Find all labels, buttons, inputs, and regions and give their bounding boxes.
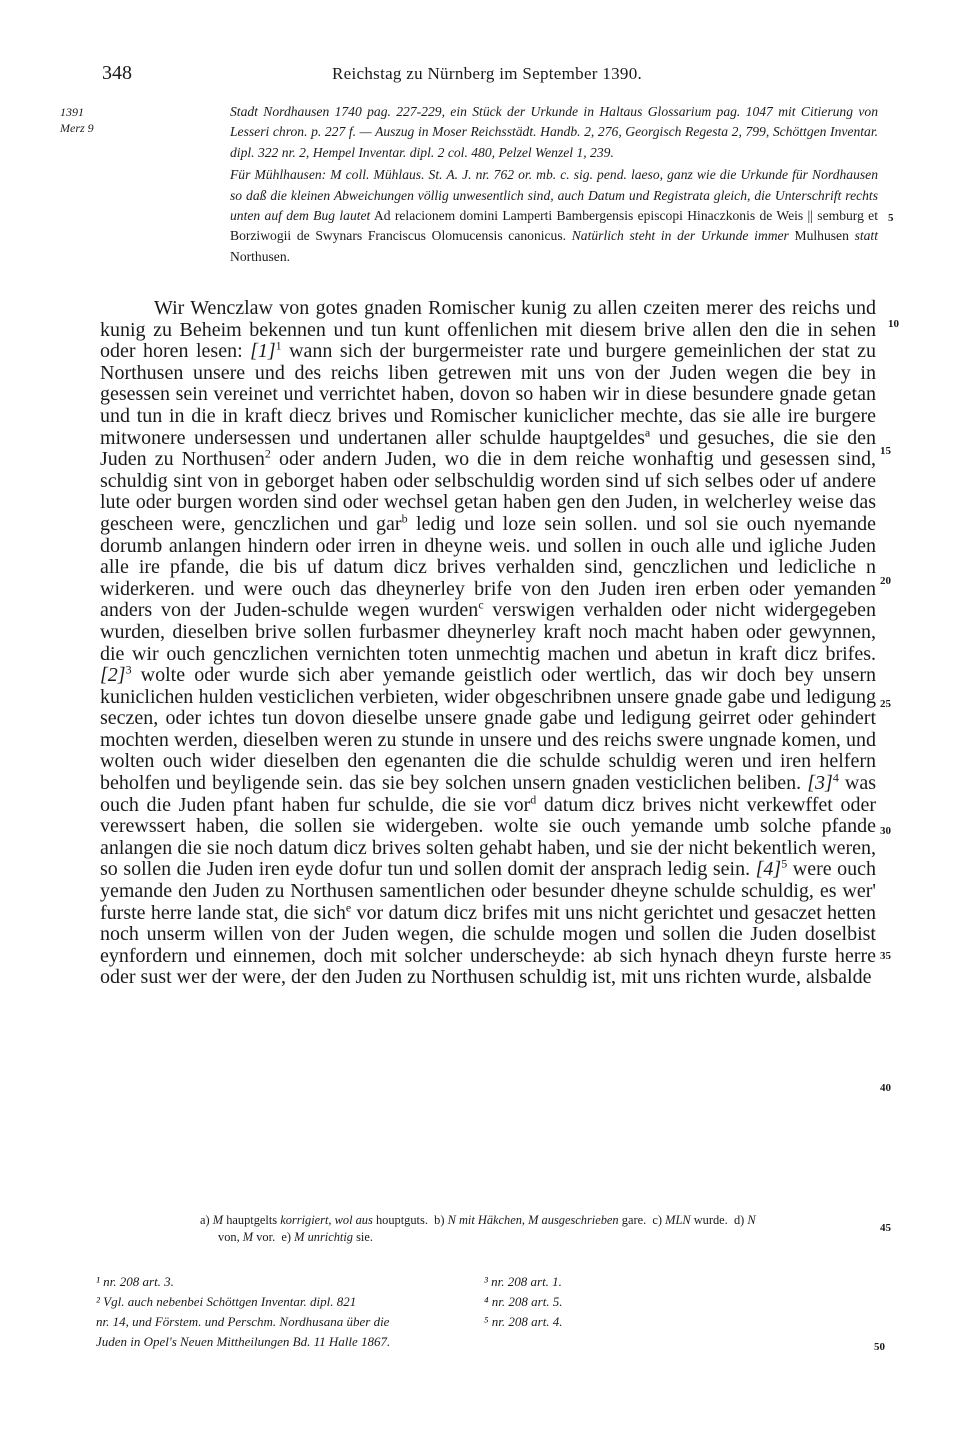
text-segment: datum dicz brives nicht verkewffet oder verewssert haben, die sollen sie widergeben. wolte sie ouch yemande umb solche pfande anlangen die sie noch datum dicz brives solten gehabt haben, und sie der nicht bekentlich weren, so sollen die Juden iren eyde dofur tun und sollen domit der ansprach ledig sein. [100,793,876,881]
note-paragraph-muehlhausen [230,165,878,267]
ref-mark: 3 [125,662,132,677]
article-marker-1: [1] [250,340,276,363]
reference-note: Juden in Opel's Neuen Mittheilungen Bd. 11 Halle 1867. [96,1334,391,1349]
apparatus-key: b) [434,1213,445,1227]
apparatus-key: a) [200,1213,210,1227]
margin-date-day: Merz 9 [60,121,94,135]
page-header [102,62,882,84]
ref-mark: 1 [275,338,282,353]
reference-note: ⁵ nr. 208 art. 4. [484,1314,563,1329]
reference-note: nr. 14, und Förstem. und Perschm. Nordhusana über die [96,1314,390,1329]
critical-apparatus [200,1212,890,1246]
margin-date [60,104,94,136]
article-marker-3: [3] [807,772,833,795]
apparatus-reading: wurde. [693,1213,728,1227]
apparatus-reading: sie. [356,1230,373,1244]
text-segment: und gesuches, die sie den Juden zu Northusen [100,426,876,471]
charter-paragraph [100,298,876,989]
apparatus-key: d) [733,1213,745,1227]
apparatus-comment: mit Häkchen, [458,1213,525,1227]
ref-mark: 4 [832,770,839,785]
note-tail-b: statt [854,228,878,244]
text-segment: was ouch die Juden pfant haben fur schulde, die sie vor [100,772,876,816]
apparatus-mark: b [401,511,408,526]
apparatus-mark: a [644,424,651,439]
ref-mark: 5 [781,856,788,871]
apparatus-reading: houptguts. [375,1213,428,1227]
editorial-note [230,102,878,267]
reference-note: ⁴ nr. 208 art. 5. [484,1294,563,1309]
page-number: 348 [102,62,132,84]
apparatus-siglum: M [212,1213,224,1227]
apparatus-siglum: M [242,1230,254,1244]
apparatus-b [434,1213,646,1227]
sheet-signature: 50 [874,1341,885,1353]
reference-notes-left [96,1272,466,1352]
line-number-45: 45 [880,1222,891,1234]
note-paragraph-sources: Stadt Nordhausen 1740 pag. 227-229, ein Stück der Urkunde in Haltaus Glossarium pag. 1047 mit Citierung von Lesseri chron. p. 227 f. — Auszug in Moser Reichsstädt. Handb. 2, 276, Georgisch Regesta 2, 799, Schöttgen Inventar. dipl. 322 nr. 2, Hempel Inventar. dipl. 2 col. 480, Pelzel Wenzel 1, 239. [230,104,878,160]
note-latin-subscription: Ad relacionem domini Lamperti Bambergensis episcopi Hinaczkonis de Weis || semburg et Borziwogii de Swynars Franciscus Olomucensis canonicus. [230,208,878,244]
apparatus-key: e) [281,1230,292,1244]
apparatus-line [200,1212,890,1229]
apparatus-line [200,1229,890,1246]
reference-note: ² Vgl. auch nebenbei Schöttgen Inventar. dipl. 821 [96,1294,357,1309]
apparatus-mark: c [478,597,484,612]
apparatus-comment: ausgeschrieben [541,1213,619,1227]
text-segment: oder andern Juden, wo die in dem reiche wonhaftig und gesessen sind, schuldig sint von in geborget haben oder selbschuldig worden sind uf sich selbes oder uf andere lute oder burgen worden sind oder wechsel getan haben gen den Juden, in welcherley weise das gescheen were, genczlichen und gar [100,448,876,535]
note-tail-a: Natürlich steht in der Urkunde immer [571,228,789,244]
apparatus-reading: hauptgelts [226,1213,278,1227]
apparatus-siglum: M [528,1213,539,1227]
line-number-30: 30 [880,825,891,837]
apparatus-reading: von, [218,1230,240,1244]
apparatus-key: c) [652,1213,663,1227]
text-segment: vor datum dicz brifes mit uns nicht gerichtet und gesaczet hetten noch unserm willen von der Juden wegen, die schulde mogen und sollen die Juden doselbist eynfordern und einnemen, doch mit solcher underscheyde: ab sich hynach dheyn furste herre oder sust wer der were, der den Juden zu Northusen schuldig ist, mit uns richten wurde, alsbalde [100,901,876,989]
article-marker-2: [2] [100,664,126,687]
reference-notes-right [484,1272,744,1332]
apparatus-siglum: MLN [665,1213,691,1227]
reference-note: ¹ nr. 208 art. 3. [96,1274,174,1289]
article-marker-4: [4] [755,858,782,881]
line-number-10: 10 [888,318,899,330]
charter-text [100,298,876,989]
apparatus-siglum: M [294,1230,305,1244]
text-segment: ledig und loze sein sollen. und sol sie ouch nyemande dorumb anlangen hindern oder irren in dheyne weis. und sollen in ouch alle und igliche Juden alle ire pfande, die bis uf datum dicz brives verhalden sind, genczlichen und ledicliche n widerkeren. und were ouch das dheynerley brife von den Juden iren erben oder yemanden anders von der Juden-schulde wegen wurden [100,512,876,622]
apparatus-d [734,1213,756,1227]
line-number-40: 40 [880,1082,891,1094]
note-lead: Für Mühlhausen: M coll. Mühlaus. St. A. J. nr. 762 or. mb. c. sig. pend. laeso, ganz wie die Urkunde für Nordhausen so daß die kleinen Abweichungen völlig unwesentlich sind, auch Datum und Registrata gleich, die Unterschrift rechts unten auf dem Bug lautet [230,167,878,224]
margin-date-year: 1391 [60,105,84,119]
line-number-15: 15 [880,445,891,457]
apparatus-mark: d [530,792,537,806]
text-segment: wolte oder wurde sich aber yemande geistlich oder wertlich, das wir doch bey unsern kuniclichen hulden vesticlichen verbieten, wider obgeschribnen unsere gnade gabe und ledigung seczen, oder ichtes tun dovon dieselbe unsere gnade gabe und ledigung geirret oder gehindert mochten werden, dieselben weren zu stunde in unsere und des reichs swere ungnade komen, und wolten ouch wider dieselben den egenanten die die schulde schuldig weren und iren helfern beholfen und beyligende sein. das sie bey solchen unsern gnaden vesticlichen beliben. [100,664,876,795]
apparatus-mark: e [345,899,352,914]
text-segment: wann sich der burgermeister rate und burgere gemeinlichen der stat zu Northusen unsere und des reichs liben getrewen mit uns von der Juden wegen die bey in gesessen sein vereinet und verrichtet haben, dovon so haben wir in diese besundere gnade getan und tun in die in kraft diecz brives und Romischer kuniclicher mechte, das sie alle ire burgere mitwonere undersessen und undertanen aller schulde hauptgeldes [100,340,876,449]
line-number-5: 5 [888,212,894,224]
note-word-mulhusen: Mulhusen [794,228,849,244]
apparatus-c [652,1213,727,1227]
apparatus-reading: gare. [621,1213,647,1227]
ref-mark: 2 [264,446,271,461]
apparatus-a [200,1213,428,1227]
line-number-20: 20 [880,575,891,587]
text-segment: Wir Wenczlaw von gotes gnaden Romischer kunig zu allen czeiten merer des reichs und kunig zu Beheim bekennen und tun kunt offenlichen mit diesem brive allen den die in sehen oder horen lesen: [100,297,876,363]
apparatus-comment: korrigiert, wol aus [280,1213,373,1227]
running-title: Reichstag zu Nürnberg im September 1390. [332,64,643,83]
text-segment: verswigen verhalden oder nicht widergegeben wurden, dieselben brive sollen furbasmer dheynerley kraft noch macht haben oder gewynnen, die wir ouch genczlichen vernichten toten unmechtig machen und abetun in kraft dicz brifes. [100,599,876,665]
reference-note: ³ nr. 208 art. 1. [484,1274,562,1289]
line-number-25: 25 [880,698,891,710]
line-number-35: 35 [880,950,891,962]
apparatus-e [281,1230,373,1244]
apparatus-reading: vor. [256,1230,276,1244]
text-segment: were ouch yemande den Juden zu Northusen samentlichen oder besunder dheyne schulde schuldig, es wer' furste herre lande stat, die sich [100,858,877,924]
apparatus-comment: unrichtig [307,1230,353,1244]
note-word-northusen: Northusen. [230,248,291,264]
apparatus-siglum: N [747,1213,756,1227]
apparatus-siglum: N [447,1213,456,1227]
